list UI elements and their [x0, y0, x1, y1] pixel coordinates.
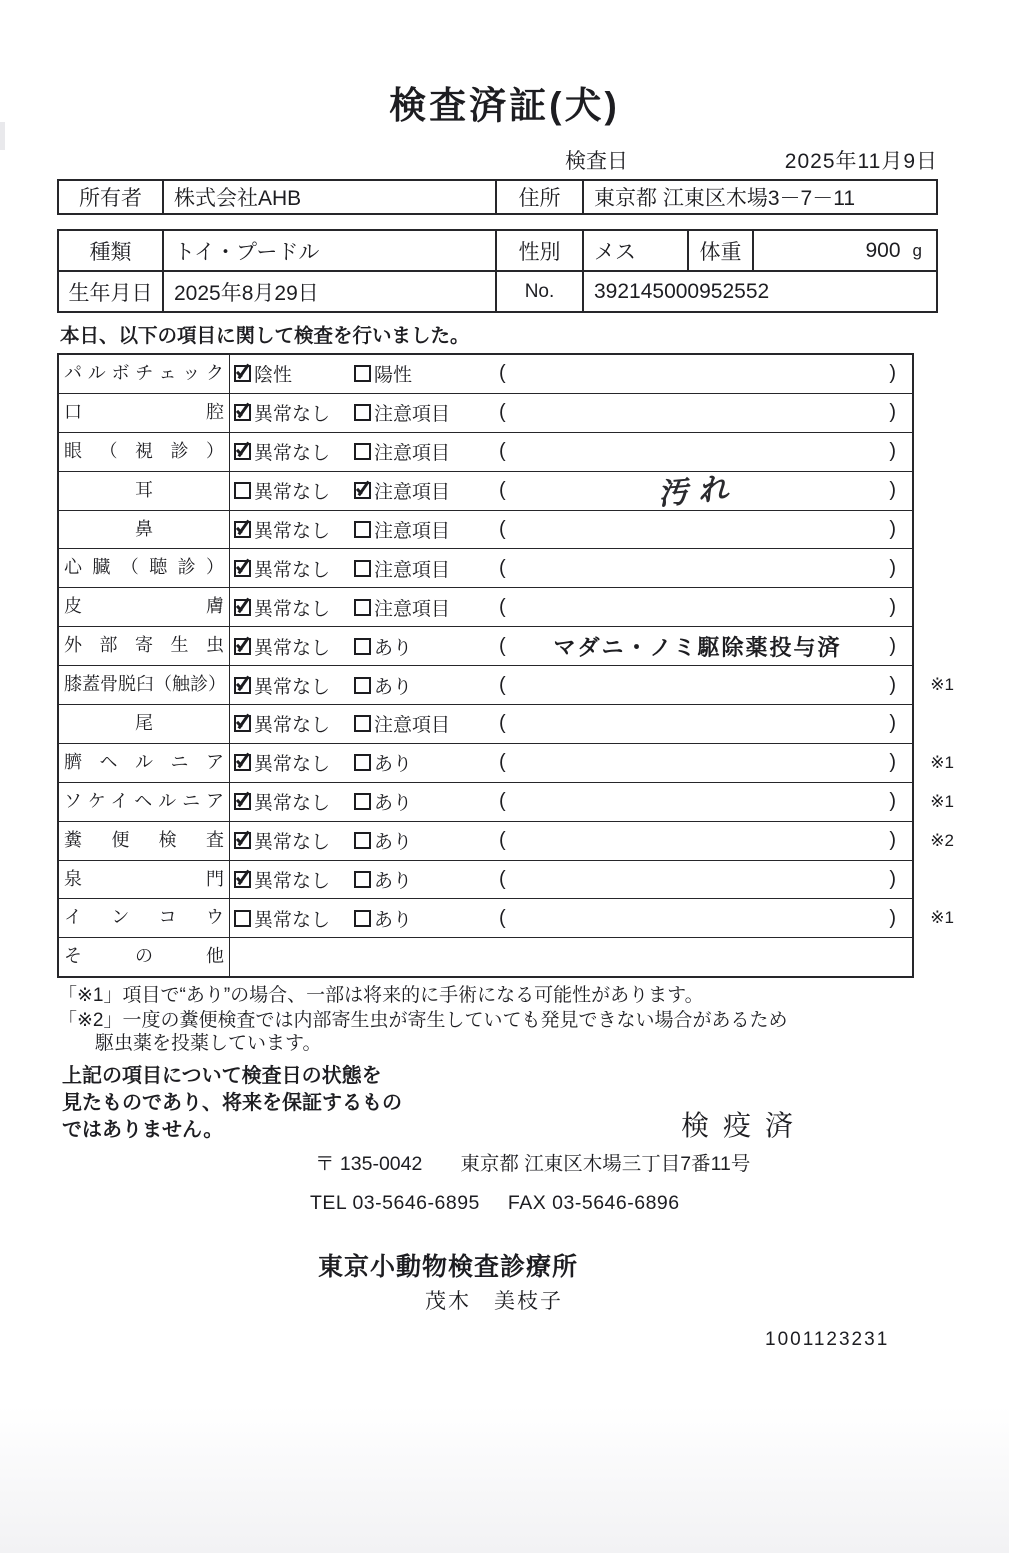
owner-value: 株式会社AHB	[162, 181, 495, 213]
owner-table	[57, 179, 938, 215]
option-label: 異常なし	[254, 676, 331, 698]
checkbox-unchecked-icon	[354, 404, 371, 421]
checklist-item-label: インコウ	[59, 899, 230, 937]
checklist-option	[234, 827, 354, 854]
option-label: 異常なし	[254, 521, 331, 542]
checkbox-unchecked-icon	[354, 638, 371, 655]
checklist-item-label: 外部寄生虫	[59, 627, 230, 665]
paren-open-icon: (	[499, 790, 506, 813]
paren-open-icon: (	[499, 673, 506, 696]
option-label: 異常なし	[254, 482, 331, 504]
paren-close-icon: )	[889, 829, 896, 852]
number-label: No.	[495, 272, 582, 311]
checklist-row	[59, 548, 912, 587]
paren-open-icon: (	[499, 868, 506, 891]
paren-close-icon: )	[889, 673, 896, 696]
checkbox-checked-icon	[234, 677, 251, 694]
option-label: 注意項目	[374, 598, 451, 620]
checklist-row	[59, 704, 912, 743]
checklist-item-label: その他	[59, 938, 230, 976]
option-label: あり	[374, 793, 413, 815]
paren-open-icon: (	[499, 595, 506, 618]
checklist-row-body	[230, 899, 912, 937]
checklist-item-label: 口腔	[59, 394, 230, 432]
checklist-item-label: 耳	[59, 472, 230, 510]
paren-close-icon: )	[889, 401, 896, 424]
checklist-item-label: パルボチェック	[59, 355, 230, 393]
option-label: 注意項目	[374, 559, 451, 581]
option-label: 注意項目	[374, 443, 451, 465]
paren-open-icon: (	[499, 634, 506, 657]
checklist-row-body	[230, 783, 912, 821]
checklist-row-body	[230, 861, 912, 899]
checklist-item-label: 心臓（聴診）	[59, 549, 230, 587]
checklist-row-body	[230, 822, 912, 860]
remarks-field	[499, 518, 912, 541]
paren-close-icon: )	[889, 595, 896, 618]
postal-code: 〒 135-0042	[315, 1153, 423, 1176]
birthdate-label: 生年月日	[68, 281, 153, 305]
option-label: 異常なし	[254, 793, 331, 815]
paren-close-icon: )	[889, 868, 896, 891]
breed-label: 種類	[89, 240, 132, 264]
option-label: 異常なし	[254, 404, 331, 426]
number-value: 392145000952552	[582, 272, 936, 311]
checklist-option	[354, 438, 499, 465]
footnote-2: 「※2」一度の糞便検査では内部寄生虫が寄生していても発見できない場合があるため	[58, 1010, 788, 1032]
option-label: あり	[374, 832, 413, 854]
option-label: あり	[374, 676, 413, 698]
checkbox-checked-icon	[234, 871, 251, 888]
checklist-option	[354, 749, 499, 776]
paren-open-icon: (	[499, 829, 506, 852]
checklist-item-label: 泉門	[59, 861, 230, 899]
checklist-option	[354, 633, 499, 660]
remarks-field	[499, 790, 912, 813]
checklist-row-body	[230, 394, 912, 432]
checklist-option	[234, 399, 354, 426]
option-label: 陰性	[254, 365, 293, 387]
remarks-field	[499, 401, 912, 424]
checklist-row	[59, 898, 954, 937]
page-title: 検査済証(犬)	[389, 85, 620, 126]
footnote-ref: ※2	[930, 830, 954, 850]
paren-close-icon: )	[889, 634, 896, 657]
checklist-row-body	[230, 705, 912, 743]
paren-open-icon: (	[499, 906, 506, 929]
owner-label: 所有者	[79, 187, 142, 210]
checklist-option	[234, 555, 354, 582]
checklist-row-body	[230, 511, 912, 549]
paren-open-icon: (	[499, 440, 506, 463]
disclaimer	[62, 1063, 402, 1144]
checklist-row	[59, 393, 912, 432]
pet-table	[57, 229, 938, 313]
checkbox-unchecked-icon	[354, 871, 371, 888]
checkbox-checked-icon	[354, 482, 371, 499]
paren-open-icon: (	[499, 479, 506, 502]
weight-value-cell	[752, 231, 936, 270]
checklist-row	[59, 355, 912, 393]
option-label: 異常なし	[254, 832, 331, 854]
checkbox-unchecked-icon	[354, 599, 371, 616]
checkbox-checked-icon	[234, 793, 251, 810]
option-label: 異常なし	[254, 559, 331, 581]
option-label: 異常なし	[254, 443, 331, 465]
checklist-option	[234, 477, 354, 504]
serial-number: 1001123231	[765, 1329, 890, 1351]
sex-label: 性別	[495, 231, 582, 270]
checklist-row-body	[230, 355, 912, 393]
pet-table-row-2	[59, 270, 936, 311]
checklist-option	[234, 438, 354, 465]
remarks-field	[499, 751, 912, 774]
weight-label: 体重	[687, 231, 752, 270]
checkbox-unchecked-icon	[354, 715, 371, 732]
paren-open-icon: (	[499, 518, 506, 540]
tel-number: TEL 03-5646-6895	[310, 1192, 480, 1215]
checklist-row	[59, 937, 912, 976]
checkbox-unchecked-icon	[234, 482, 251, 499]
fax-number: FAX 03-5646-6896	[507, 1192, 680, 1215]
paren-open-icon: (	[499, 401, 506, 424]
breed-value: トイ・プードル	[162, 231, 495, 270]
checklist-option	[354, 672, 499, 699]
checklist-row	[59, 743, 954, 782]
checklist-option	[354, 788, 499, 815]
paren-close-icon: )	[889, 556, 896, 579]
paren-close-icon: )	[889, 518, 896, 540]
checkbox-checked-icon	[234, 638, 251, 655]
checkbox-unchecked-icon	[354, 754, 371, 771]
footnote-ref: ※1	[930, 675, 954, 695]
quarantine-stamp: 検疫済	[680, 1110, 807, 1142]
paren-close-icon: )	[889, 362, 896, 385]
option-label: 注意項目	[374, 715, 451, 737]
certificate-page	[0, 84, 1009, 1553]
paren-open-icon: (	[499, 751, 506, 774]
paren-close-icon: )	[889, 712, 896, 735]
remarks-field	[499, 631, 912, 662]
exam-date-label: 検査日	[565, 150, 628, 173]
checklist-item-label: ソケイヘルニア	[59, 783, 230, 821]
checklist-option	[354, 710, 499, 737]
checklist-row	[59, 860, 912, 899]
remarks-field	[499, 362, 912, 385]
option-label: あり	[374, 754, 413, 776]
checklist-row	[59, 587, 912, 626]
exam-date-row	[57, 145, 938, 171]
checkbox-unchecked-icon	[234, 910, 251, 927]
option-label: 注意項目	[374, 521, 451, 542]
checkbox-unchecked-icon	[354, 521, 371, 538]
option-label: 異常なし	[254, 871, 331, 893]
footnote-1: 「※1」項目で“あり”の場合、一部は将来的に手術になる可能性があります。	[58, 985, 704, 1007]
clinic-contact-line	[310, 1192, 1009, 1215]
remark-note: マダニ・ノミ駆除薬投与済	[553, 634, 842, 660]
checklist-option	[234, 905, 354, 932]
paren-close-icon: )	[889, 790, 896, 813]
checklist-row	[59, 665, 954, 704]
intro-text: 本日、以下の項目に関して検査を行いました。	[60, 325, 470, 347]
remark-note: 汚れ	[656, 471, 739, 512]
checklist-row	[59, 471, 912, 510]
checklist-item-label: 皮膚	[59, 588, 230, 626]
disclaimer-line-2: 見たものであり、将来を保証するもの	[62, 1092, 402, 1115]
option-label: 注意項目	[374, 482, 451, 504]
checkbox-checked-icon	[234, 599, 251, 616]
checklist-row	[59, 626, 912, 665]
checklist-row-body	[230, 472, 912, 510]
checklist-option	[234, 788, 354, 815]
paren-open-icon: (	[499, 556, 506, 579]
birthdate-value: 2025年8月29日	[162, 272, 495, 311]
weight-value: 900	[865, 238, 901, 262]
option-label: 異常なし	[254, 754, 331, 776]
paren-close-icon: )	[889, 479, 896, 502]
remarks-field	[499, 907, 912, 930]
option-label: 異常なし	[254, 637, 331, 659]
option-label: 異常なし	[254, 598, 331, 620]
checklist-option	[234, 516, 354, 543]
checklist-option	[354, 827, 499, 854]
option-label: 陽性	[374, 365, 413, 387]
examiner-name: 茂木 美枝子	[425, 1290, 563, 1314]
checkbox-checked-icon	[234, 365, 251, 382]
checkbox-checked-icon	[234, 754, 251, 771]
checkbox-unchecked-icon	[354, 443, 371, 460]
footnote-ref: ※1	[930, 908, 954, 928]
paren-open-icon: (	[499, 362, 506, 385]
remarks-field	[499, 674, 912, 697]
option-label: あり	[374, 637, 413, 659]
checkbox-checked-icon	[234, 715, 251, 732]
checklist-table	[57, 353, 954, 978]
checklist-item-label: 膝蓋骨脱臼（触診）	[59, 666, 230, 704]
address-value: 東京都 江東区木場3－7－11	[582, 181, 936, 213]
checkbox-checked-icon	[234, 521, 251, 538]
option-label: あり	[374, 909, 413, 931]
checklist-option	[354, 594, 499, 621]
footnote-ref: ※1	[930, 791, 954, 811]
sex-value: メス	[582, 231, 687, 270]
remarks-field	[499, 829, 912, 852]
paren-close-icon: )	[889, 906, 896, 929]
clinic-address-line	[315, 1148, 1009, 1176]
remarks-field	[499, 712, 912, 735]
checklist-row-body	[230, 549, 912, 587]
checklist-row-body	[230, 666, 912, 704]
checklist-option	[354, 477, 499, 504]
checklist-item-label: 眼（視診）	[59, 433, 230, 471]
checklist-option	[234, 866, 354, 893]
footnotes	[58, 983, 1009, 1055]
remarks-field	[499, 596, 912, 619]
option-label: 異常なし	[254, 715, 331, 737]
option-label: 異常なし	[254, 909, 331, 931]
bottom-block	[62, 1063, 947, 1144]
checklist-item-label: 臍ヘルニア	[59, 744, 230, 782]
remarks-field	[499, 557, 912, 580]
address-label: 住所	[495, 181, 582, 213]
scan-artifact	[0, 122, 5, 150]
clinic-name: 東京小動物検査診療所	[318, 1253, 579, 1282]
checklist-option	[354, 516, 499, 543]
remarks-field	[499, 868, 912, 891]
checklist-option	[234, 633, 354, 660]
checklist-option	[234, 360, 354, 387]
checkbox-unchecked-icon	[354, 677, 371, 694]
paren-open-icon: (	[499, 712, 506, 735]
option-label: あり	[374, 871, 413, 893]
checkbox-unchecked-icon	[354, 910, 371, 927]
checkbox-checked-icon	[234, 560, 251, 577]
checkbox-unchecked-icon	[354, 560, 371, 577]
checklist-option	[234, 594, 354, 621]
checkbox-checked-icon	[234, 832, 251, 849]
paren-close-icon: )	[889, 440, 896, 463]
checkbox-unchecked-icon	[354, 793, 371, 810]
checklist-option	[354, 866, 499, 893]
checklist-row	[59, 510, 912, 549]
clinic-address: 東京都 江東区木場三丁目7番11号	[460, 1153, 751, 1176]
checklist-item-label: 尾	[59, 705, 230, 743]
checkbox-checked-icon	[234, 443, 251, 460]
weight-unit: g	[912, 240, 922, 260]
checklist-option	[354, 360, 499, 387]
checklist-row-body	[230, 627, 912, 665]
checklist-item-label: 糞便検査	[59, 822, 230, 860]
checklist-row	[59, 821, 954, 860]
checklist-row-body	[230, 744, 912, 782]
checklist-option	[354, 399, 499, 426]
remarks-field	[499, 469, 912, 513]
checklist-row-body	[230, 588, 912, 626]
exam-date-value: 2025年11月9日	[784, 150, 938, 173]
disclaimer-line-3: ではありません。	[62, 1119, 224, 1142]
footnote-2-continued: 駆虫薬を投薬しています。	[95, 1033, 322, 1055]
checklist-option	[354, 555, 499, 582]
paren-close-icon: )	[889, 751, 896, 774]
footnote-ref: ※1	[930, 752, 954, 772]
pet-table-row-1	[59, 231, 936, 270]
checkbox-checked-icon	[234, 404, 251, 421]
checklist-option	[234, 749, 354, 776]
checklist-option	[354, 905, 499, 932]
checkbox-unchecked-icon	[354, 832, 371, 849]
disclaimer-line-1: 上記の項目について検査日の状態を	[62, 1065, 382, 1088]
checklist-option	[234, 672, 354, 699]
checklist-row-body	[230, 938, 912, 976]
checklist-option	[234, 710, 354, 737]
option-label: 注意項目	[374, 404, 451, 426]
checklist-row	[59, 782, 954, 821]
checkbox-unchecked-icon	[354, 365, 371, 382]
checklist-item-label: 鼻	[59, 511, 230, 549]
